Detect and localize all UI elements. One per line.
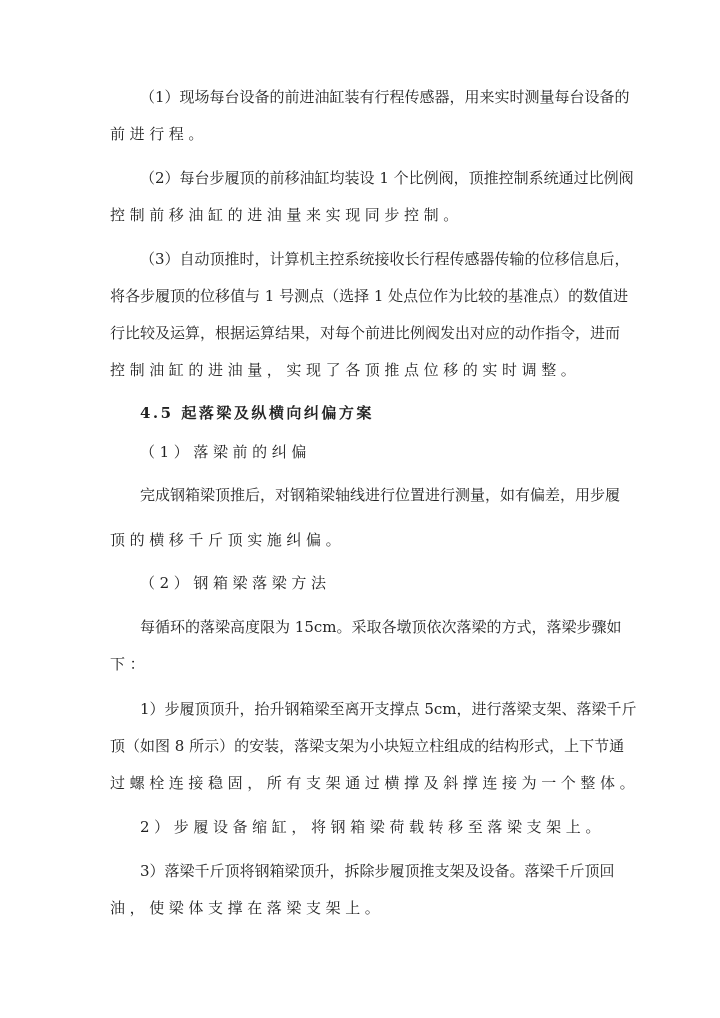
paragraph-3-line-3: 行比较及运算，根据运算结果，对每个前进比例阀发出对应的动作指令，进而: [110, 324, 621, 342]
paragraph-3-line-4: 控制油缸的进油量，实现了各顶推点位移的实时调整。: [110, 361, 581, 379]
paragraph-2-line-1: （2）每台步履顶的前移油缸均装设 1 个比例阀，顶推控制系统通过比例阀: [140, 169, 634, 187]
paragraph-3-line-2: 将各步履顶的位移值与 1 号测点（选择 1 处点位作为比较的基准点）的数值进: [110, 287, 629, 305]
paragraph-cycle-line-2: 下：: [110, 655, 150, 673]
step-2: 2）步履设备缩缸，将钢箱梁荷载转移至落梁支架上。: [140, 818, 605, 836]
step-1-line-2: 顶（如图 8 所示）的安装，落梁支架为小块短立柱组成的结构形式，上下节通: [110, 737, 625, 755]
paragraph-1-line-1: （1）现场每台设备的前进油缸装有行程传感器，用来实时测量每台设备的: [140, 88, 630, 106]
paragraph-3-line-1: （3）自动顶推时，计算机主控系统接收长行程传感器传输的位移信息后，: [140, 250, 630, 268]
paragraph-cycle-line-1: 每循环的落梁高度限为 15cm。采取各墩顶依次落梁的方式，落梁步骤如: [140, 618, 622, 636]
subheading-drop-method: （2）钢箱梁落梁方法: [140, 574, 331, 592]
step-3-line-2: 油，使梁体支撑在落梁支架上。: [110, 899, 385, 917]
paragraph-1-line-2: 前进行程。: [110, 125, 209, 143]
step-3-line-1: 3）落梁千斤顶将钢箱梁顶升，拆除步履顶推支架及设备。落梁千斤顶回: [140, 862, 615, 880]
paragraph-correction-line-2: 顶的横移千斤顶实施纠偏。: [110, 531, 346, 549]
step-1-line-3: 过螺栓连接稳固，所有支架通过横撑及斜撑连接为一个整体。: [110, 774, 640, 792]
step-1-line-1: 1）步履顶顶升，抬升钢箱梁至离开支撑点 5cm，进行落梁支架、落梁千斤: [140, 700, 637, 718]
section-heading: 4.5 起落梁及纵横向纠偏方案: [140, 404, 374, 422]
paragraph-correction-line-1: 完成钢箱梁顶推后，对钢箱梁轴线进行位置进行测量，如有偏差，用步履: [140, 486, 621, 504]
subheading-pre-drop-correction: （1）落梁前的纠偏: [140, 443, 311, 461]
paragraph-2-line-2: 控制前移油缸的进油量来实现同步控制。: [110, 206, 463, 224]
